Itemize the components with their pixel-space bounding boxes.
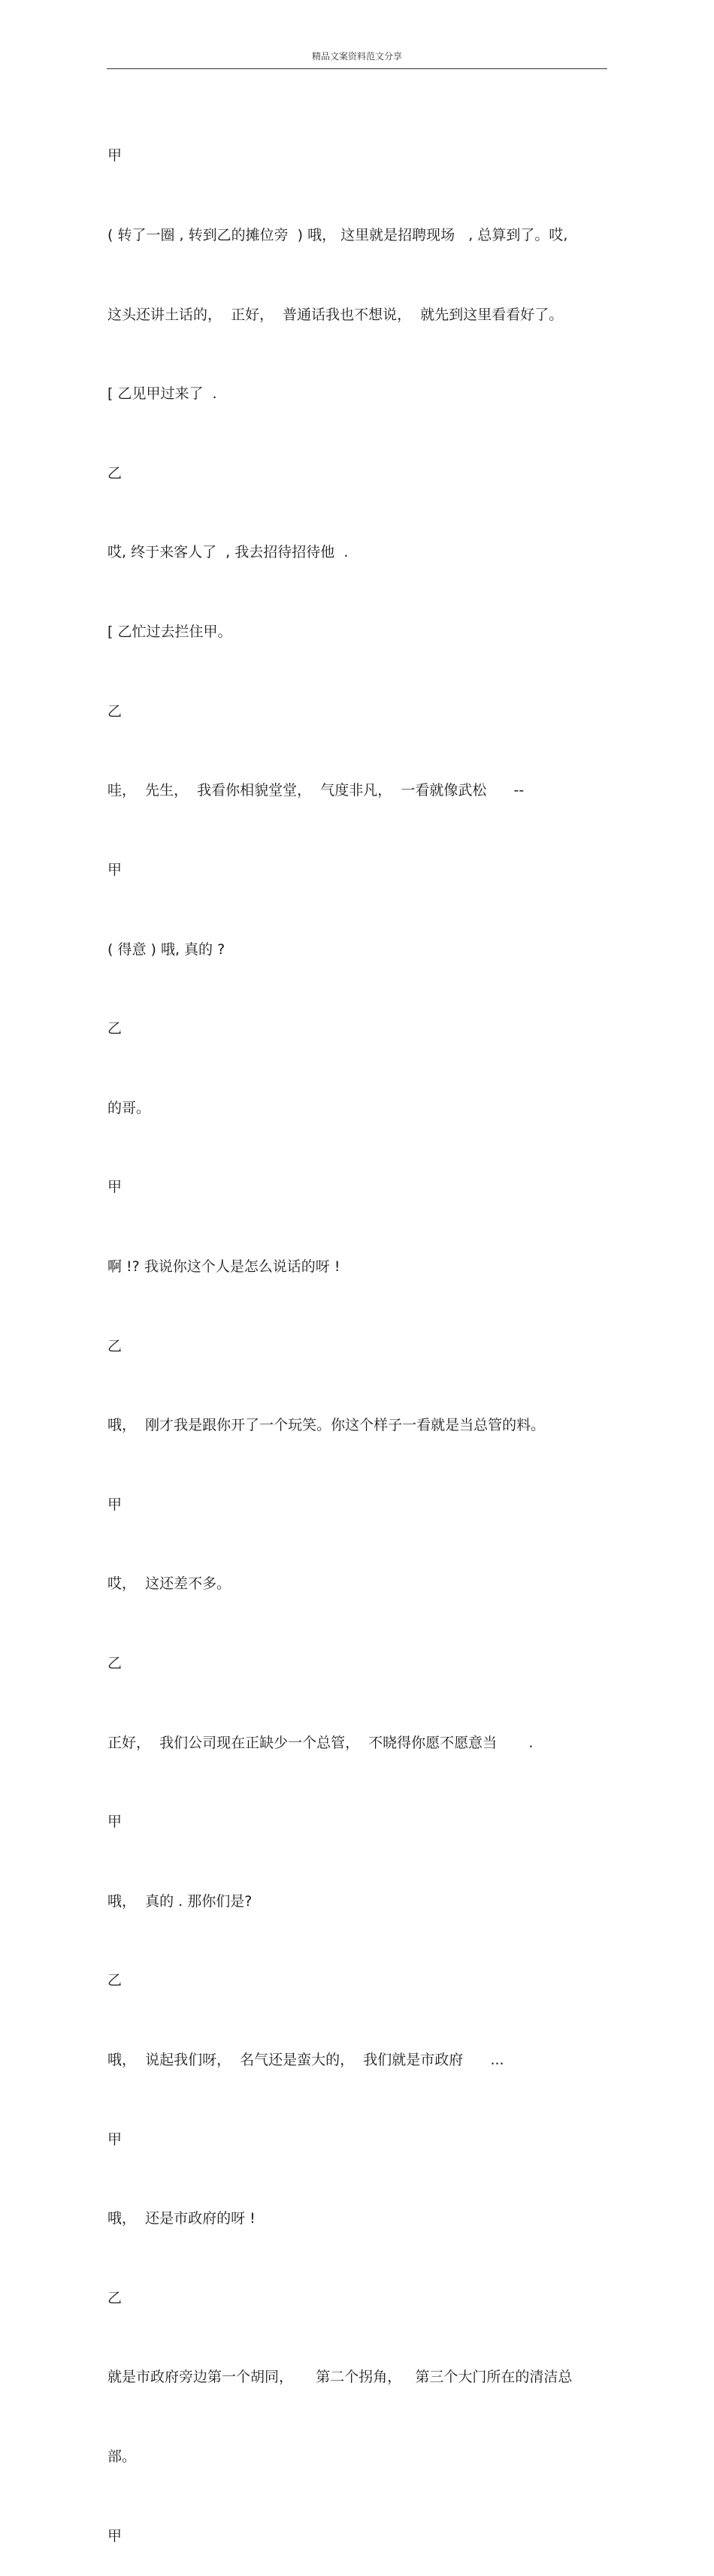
script-line: 哇， 先生， 我看你相貌堂堂， 气度非凡， 一看就像武松 -- [107,782,525,799]
script-line: 乙 [107,702,123,720]
page-header [107,48,607,69]
script-line: 甲 [107,2131,123,2148]
script-line: 的哥。 [107,1099,151,1116]
script-line: 甲 [107,1179,123,1196]
script-line: 甲 [107,861,123,878]
script-line: 乙 [107,1020,123,1037]
script-line: 哦， 还是市政府的呀 ! [107,2210,256,2227]
script-line: [ 乙忙过去拦住甲。 [107,624,232,641]
script-line: 乙 [107,1654,123,1672]
script-line: ( 转了一圈 , 转到乙的摊位旁 ) 哦， 这里就是招聘现场 , 总算到了。哎, [107,227,568,244]
script-line: 哎, 终于来客人了 , 我去招待招待他 . [107,544,349,561]
header-title: 精品文案资料范文分享 [311,51,402,62]
script-line: 部。 [107,2448,137,2466]
script-line: 就是市政府旁边第一个胡同， 第二个拐角， 第三个大门所在的清洁总 [107,2369,573,2386]
script-line: 乙 [107,1337,123,1354]
script-line: 乙 [107,1972,123,1989]
script-line: [ 乙见甲过来了 . [107,385,217,403]
script-line: 甲 [107,2527,123,2544]
script-body [107,90,607,2576]
script-line: 乙 [107,464,123,482]
script-line: 哦， 刚才我是跟你开了一个玩笑。你这个样子一看就是当总管的料。 [107,1417,546,1434]
script-line: 乙 [107,2289,123,2306]
script-line: 哦， 说起我们呀， 名气还是蛮大的， 我们就是市政府 ... [107,2052,504,2069]
script-line: 甲 [107,1496,123,1513]
script-line: 这头还讲土话的， 正好， 普通话我也不想说， 就先到这里看看好了。 [107,306,564,323]
script-line: 甲 [107,147,123,165]
script-line: ( 得意 ) 哦, 真的 ? [107,941,225,958]
script-line: 正好， 我们公司现在正缺少一个总管， 不晓得你愿不愿意当 . [107,1734,534,1751]
script-line: 甲 [107,1813,123,1831]
script-line: 哎， 这还差不多。 [107,1575,231,1593]
script-line: 啊 !? 我说你这个人是怎么说话的呀 ! [107,1258,340,1275]
script-line: 哦， 真的 . 那你们是? [107,1892,253,1910]
